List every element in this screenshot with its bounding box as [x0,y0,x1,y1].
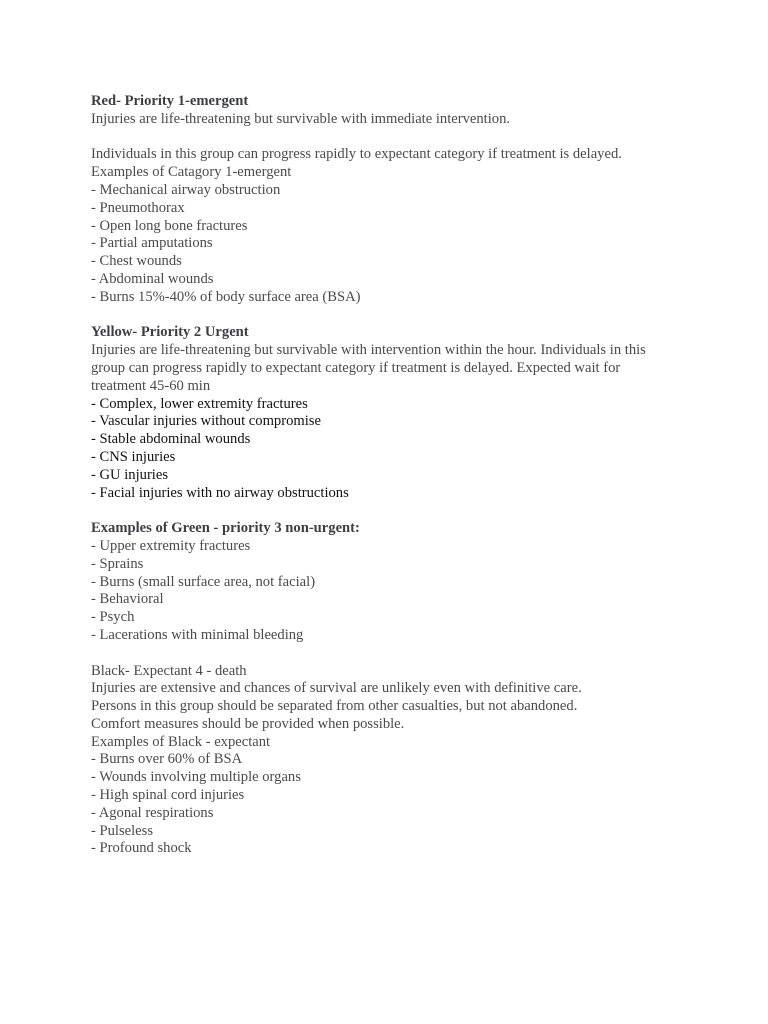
red-note: Individuals in this group can progress rapidly to expectant category if treatment is delayed. [91,146,622,163]
spacer [91,307,681,325]
black-priority-section [91,663,681,859]
document-page [91,93,681,858]
yellow-priority-section [91,324,681,502]
list-item: - Pneumothorax [91,199,185,216]
spacer [91,129,681,147]
list-item: - Complex, lower extremity fractures [91,395,308,412]
list-item: - Behavioral [91,591,164,608]
list-item: - GU injuries [91,466,169,483]
list-item: - Burns 15%-40% of body surface area (BSA) [91,288,361,305]
yellow-description-line: group can progress rapidly to expectant category if treatment is delayed. Expected wait for [91,359,621,376]
list-item: - Agonal respirations [91,804,214,821]
black-heading: Black- Expectant 4 - death [91,662,247,679]
spacer [91,502,681,520]
black-description-line: Comfort measures should be provided when possible. [91,715,405,732]
list-item: - High spinal cord injuries [91,787,245,804]
list-item: - Upper extremity fractures [91,537,251,554]
red-examples-label: Examples of Catagory 1-emergent [91,164,292,181]
black-examples-label: Examples of Black - expectant [91,733,271,750]
list-item: - Mechanical airway obstruction [91,181,281,198]
list-item: - Profound shock [91,840,192,857]
spacer [91,645,681,663]
yellow-description-line: Injuries are life-threatening but survivable with intervention within the hour. Individuals in this [91,342,646,359]
list-item: - Facial injuries with no airway obstructions [91,484,349,501]
list-item: - Pulseless [91,822,154,839]
green-heading: Examples of Green - priority 3 non-urgent: [91,520,360,537]
list-item: - Partial amputations [91,235,213,252]
black-description-line: Persons in this group should be separated from other casualties, but not abandoned. [91,698,578,715]
list-item: - Open long bone fractures [91,217,248,234]
list-item: - Vascular injuries without compromise [91,413,321,430]
red-description: Injuries are life-threatening but survivable with immediate intervention. [91,110,511,127]
yellow-heading: Yellow- Priority 2 Urgent [91,324,249,341]
list-item: - Wounds involving multiple organs [91,769,301,786]
list-item: - Abdominal wounds [91,270,214,287]
list-item: - Sprains [91,555,144,572]
red-heading: Red- Priority 1-emergent [91,93,249,109]
list-item: - Lacerations with minimal bleeding [91,626,304,643]
list-item: - Stable abdominal wounds [91,431,251,448]
red-priority-section [91,93,681,307]
green-priority-section [91,520,681,645]
list-item: - Burns over 60% of BSA [91,751,243,768]
list-item: - Chest wounds [91,253,182,270]
yellow-description-line: treatment 45-60 min [91,377,211,394]
list-item: - CNS injuries [91,448,176,465]
black-description-line: Injuries are extensive and chances of survival are unlikely even with definitive care. [91,680,582,697]
list-item: - Burns (small surface area, not facial) [91,573,316,590]
list-item: - Psych [91,609,135,626]
